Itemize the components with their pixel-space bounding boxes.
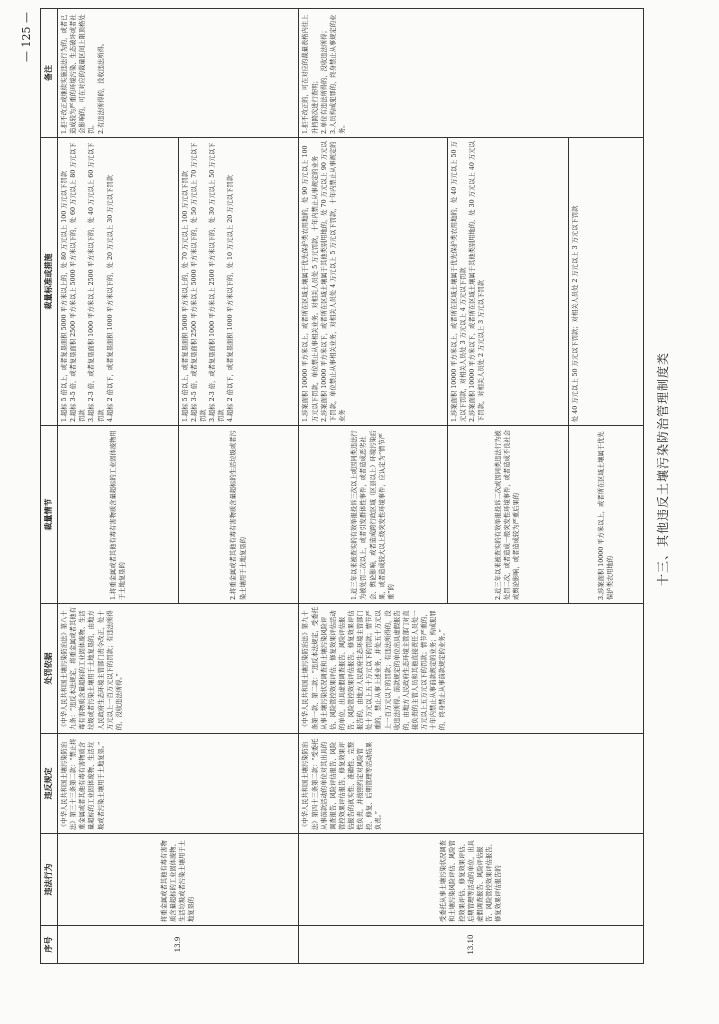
remark: 1.拒不改正或继续实施违法行为的，或者已造成较为严重的环境污染、生态破坏或者社会影响的，可在对应的裁量区间上限顶格处罚。 2.有违法所得的，没收违法所得。 [58,9,299,138]
standard-item: 2.涉案面积 10000 平方米以下，或者所在区域土壤属于其他类别用地的，处 30 万元以上 40 万元以下罚款，对相关人员处 2 万元以上 3 万元以下罚款 [469,141,486,422]
penalty-basis: 《中华人民共和国土壤污染防治法》第八十九条：“违反本法规定，将重金属或者其他有毒有害物质含量超标的工业固体废物、生活垃圾或者污染土壤用于土地复垦的，由地方人民政府生态环境主管部门责令改正，处十万元以上一百万元以下的罚款；有违法所得的，没收违法所得。” [58,604,299,734]
header-standard: 裁量标准或措施 [41,138,58,426]
table-header-row [41,9,58,964]
violated-rule: 《中华人民共和国土壤污染防治法》第三十三条第二款：“禁止将重金属或者其他有毒有害物质含量超标的工业固体废物、生活垃圾或者污染土壤用于土地复垦。” [58,734,299,834]
row-number: 13.9 [58,926,299,964]
section-title: 十三、其他违反土壤污染防治管理制度类 [656,352,670,587]
standard-item: 处 40 万元以上 50 万元以下罚款；对相关人员处 2 万元以上 3 万元以下罚款 [571,205,579,422]
header-remark: 备注 [41,9,58,138]
row-number: 13.10 [299,926,644,964]
circumstance: 2.将重金属或者其他有毒有害物质含量超标的生活垃圾或者污染土壤用于土地复垦的 [178,426,299,604]
circumstance: 1.近三年以来被查实的有效举报投诉三次以上或因同类违法行为被处罚二次以上，或者引发群体性事件，或者造成恶劣社会、舆论影响，或者造成跨行政区域（区县以上）环境污染后果，或者造成较大以上级突发性环境事件，应认定为“情节严重”的 [299,426,447,604]
header-behavior: 违法行为 [41,834,58,926]
table-row [299,9,447,964]
table-row [58,9,179,964]
standard-item: 3.超标 2-3 倍，或者复垦面积 1000 平方米以上 2500 平方米以下的，处 40 万元以上 60 万元以下罚款 [88,142,105,422]
violation-behavior: 受委托从事土壤污染状况调查和土壤污染风险评估、风险管控效果评估、修复效果评估、后期管理等活动的单位，出具虚假调查报告、风险评估报告、风险管控效果评估报告、修复效果评估报告的 [299,834,644,926]
header-rule: 违反规定 [41,734,58,834]
header-basis: 处罚依据 [41,604,58,734]
standard-item: 4.超标 2 倍以下，或者复垦面积 1000 平方米以下的，处 20 万元以上 30 万元以下罚款 [106,175,114,422]
remark: 1.拒不改正的，可在对应的裁量表格内往上升档跨次进行查明； 2.单位有违法所得的，没收违法所得； 3.人员构成犯罪的，终身禁止从事规定的业务。 [299,9,644,138]
penalty-basis: 《中华人民共和国土壤污染防治法》第九十条第一款、第二款：“违反本法规定，受委托从事土壤污染状况调查和土壤污染风险评估、风险管控效果评估、修复效果评估活动的单位，出具虚假调查报告、风险评估报告、风险管控效果评估报告、修复效果评估报告的，由地方人民政府生态环境主管部门处十万元以上五十万元以下的罚款；情节严重的，禁止从事上述业务，并处五十万元以上一百万元以下的罚款；有违法所得的，没收违法所得。前款规定的单位出具虚假报告的，由地方人民政府生态环境主管部门对直接负责的主管人员和其他直接责任人员处一万元以上五万元以下的罚款；情节严重的，十年内禁止从事前款规定的业务；构成犯罪的，终身禁止从事前款规定的业务。” [299,604,644,734]
standard-item: 4.超标 2 倍以下，或者复垦面积 1000 平方米以下的，处 10 万元以上 20 万元以下罚款 [227,175,235,422]
circumstance: 2.近三年以来被查实的有效举报投诉二次或因同类违法行为被处罚二次，或者造成一般突发性环境事件，或者造成不良社会或舆论影响，或者造成较为严重后果的 [447,426,568,604]
standard-item: 2.超标 3-5 倍，或者复垦面积 2500 平方米以上 5000 平方米以下的，处 50 万元以上 70 万元以下罚款 [190,142,207,422]
standard-cell [299,138,447,426]
standard-item: 2.超标 3-5 倍，或者复垦面积 2500 平方米以上 5000 平方米以下的，处 60 万元以上 80 万元以下罚款 [70,142,87,422]
circumstance: 3.涉案面积 10000 平方米以上，或者所在区域土壤属于优先保护类农用地的 [568,426,643,604]
penalty-standards-table [40,8,644,964]
standard-cell [58,138,179,426]
page-number: — 125 — [20,12,33,62]
standard-cell [568,138,643,426]
header-circumstance: 裁量情节 [41,426,58,604]
standard-item: 2.涉案面积 10000 平方米以下，或者所在区域土壤属于其他类别用地的，处 70 万元以上 90 万元以下罚款，单位禁止从事相关业务，对相关人员处 4 万元以上 5 万元以下罚款，十年内禁止从事规定的业务 [320,141,346,422]
header-no: 序号 [41,926,58,964]
circumstance: 1.将重金属或者其他有毒有害物质含量超标的工业固体废物用于土地复垦的 [58,426,179,604]
standard-item: 1.超标 5 倍以上，或者复垦面积 5000 平方米以上的，处 70 万元以上 100 万元以下罚款 [181,171,189,422]
violated-rule: 《中华人民共和国土壤污染防治法》第四十三条第二款：“受委托从事前款活动的单位对其出具的调查报告、风险评估报告、风险管控效果评估报告、修复效果评估报告的真实性、准确性、完整性负责，并按照约定对风险管控、修复、后期管理等活动结果负责。” [299,734,644,834]
standard-cell [178,138,299,426]
standard-item: 1.涉案面积 10000 平方米以上，或者所在区域土壤属于优先保护类农用地的，处 90 万元以上 100 万元以下罚款，单位禁止从事相关业务，对相关人员处 5 万元罚款，十年内禁止从事规定的业务 [302,145,319,422]
standard-item: 1.超标 5 倍以上，或者复垦面积 5000 平方米以上的，处 80 万元以上 100 万元以下罚款 [61,171,68,422]
standard-item: 3.超标 2-3 倍，或者复垦面积 1000 平方米以上 2500 平方米以下的，处 30 万元以上 50 万元以下罚款 [209,142,226,422]
violation-behavior: 将重金属或者其他有毒有害物质含量超标的工业固体废物、生活垃圾或者污染土壤用于土地复垦的 [58,834,299,926]
standard-cell [447,138,568,426]
standard-item: 1.涉案面积 10000 平方米以上，或者所在区域土壤属于优先保护类农用地的，处 40 万元以上 50 万元以下罚款，对相关人员处 3 万元以上 4 万元以下罚款 [450,141,467,422]
